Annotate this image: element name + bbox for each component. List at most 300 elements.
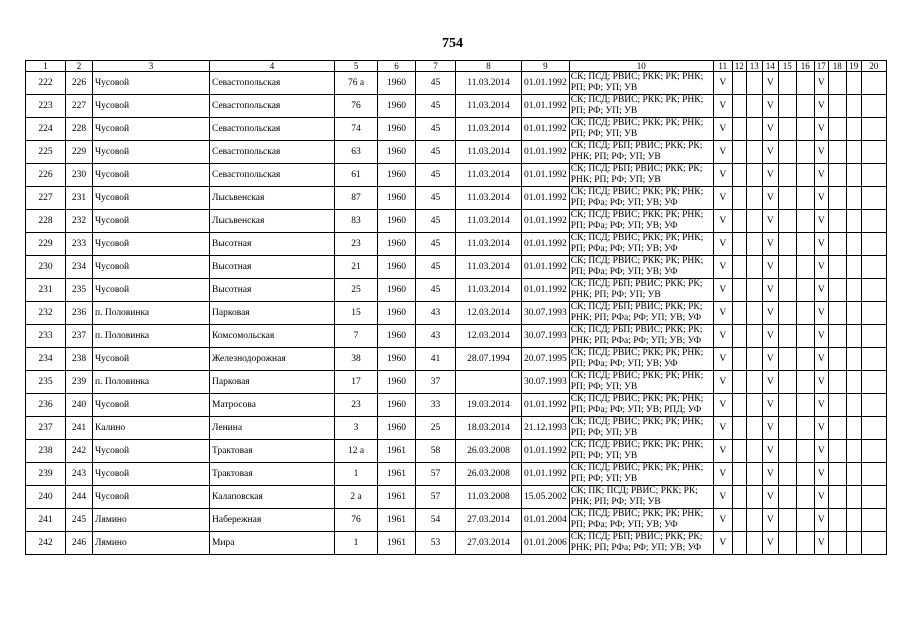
cell-col-18 [828,141,846,164]
cell-col-4: Лысьвенская [210,210,335,233]
cell-col-8: 11.03.2014 [456,141,522,164]
table-row [26,463,887,486]
cell-col-20 [861,187,886,210]
cell-col-17: V [814,164,828,187]
cell-col-3: Лямино [93,532,210,555]
cell-col-1: 236 [26,394,66,417]
cell-col-13 [746,233,762,256]
cell-col-2: 229 [66,141,93,164]
cell-col-20 [861,118,886,141]
column-header-13: 13 [746,61,762,72]
cell-col-11: V [713,95,732,118]
cell-col-9: 01.01.2006 [522,532,570,555]
cell-col-16 [796,371,814,394]
cell-col-2: 231 [66,187,93,210]
cell-col-2: 239 [66,371,93,394]
cell-col-1: 231 [26,279,66,302]
cell-col-10: СК; ПСД; РВИС; РКК; РК; РНК; РП; РФа; РФ; УП; УВ; УФ [569,210,713,233]
cell-col-4: Высотная [210,256,335,279]
column-header-10: 10 [569,61,713,72]
cell-col-16 [796,187,814,210]
cell-col-17: V [814,118,828,141]
cell-col-15 [778,417,796,440]
table-row [26,532,887,555]
cell-col-5: 38 [335,348,378,371]
cell-col-3: Чусовой [93,256,210,279]
cell-col-13 [746,532,762,555]
cell-col-13 [746,440,762,463]
cell-col-13 [746,164,762,187]
cell-col-16 [796,325,814,348]
cell-col-7: 33 [416,394,456,417]
cell-col-9: 01.01.1992 [522,141,570,164]
cell-col-18 [828,463,846,486]
cell-col-12 [732,325,746,348]
cell-col-15 [778,509,796,532]
cell-col-2: 230 [66,164,93,187]
cell-col-18 [828,187,846,210]
cell-col-15 [778,279,796,302]
cell-col-10: СК; ПСД; РВИС; РКК; РК; РНК; РП; РФ; УП; УВ [569,118,713,141]
column-header-2: 2 [66,61,93,72]
cell-col-12 [732,440,746,463]
cell-col-11: V [713,348,732,371]
cell-col-8 [456,371,522,394]
cell-col-12 [732,348,746,371]
cell-col-12 [732,486,746,509]
cell-col-4: Комсомольская [210,325,335,348]
cell-col-2: 241 [66,417,93,440]
table-row [26,325,887,348]
cell-col-7: 45 [416,279,456,302]
cell-col-11: V [713,486,732,509]
cell-col-11: V [713,279,732,302]
cell-col-5: 87 [335,187,378,210]
cell-col-8: 26.03.2008 [456,463,522,486]
cell-col-10: СК; ПСД; РВИС; РКК; РК; РНК; РП; РФа; РФ; УП; УВ; РПД; УФ [569,394,713,417]
cell-col-17: V [814,463,828,486]
cell-col-4: Железнодорожная [210,348,335,371]
cell-col-17: V [814,348,828,371]
cell-col-3: п. Половинка [93,325,210,348]
cell-col-19 [846,141,861,164]
cell-col-15 [778,371,796,394]
cell-col-7: 45 [416,256,456,279]
cell-col-20 [861,417,886,440]
cell-col-17: V [814,279,828,302]
cell-col-11: V [713,463,732,486]
cell-col-7: 53 [416,532,456,555]
cell-col-7: 45 [416,141,456,164]
cell-col-2: 227 [66,95,93,118]
cell-col-6: 1961 [378,463,416,486]
cell-col-18 [828,532,846,555]
cell-col-13 [746,302,762,325]
cell-col-19 [846,440,861,463]
cell-col-10: СК; ПСД; РБП; РВИС; РКК; РК; РНК; РП; РФ; УП; УВ [569,164,713,187]
cell-col-16 [796,348,814,371]
cell-col-1: 239 [26,463,66,486]
cell-col-15 [778,233,796,256]
cell-col-17: V [814,532,828,555]
cell-col-3: Чусовой [93,164,210,187]
cell-col-11: V [713,417,732,440]
cell-col-13 [746,325,762,348]
cell-col-1: 224 [26,118,66,141]
cell-col-11: V [713,164,732,187]
cell-col-16 [796,233,814,256]
cell-col-17: V [814,302,828,325]
column-header-6: 6 [378,61,416,72]
cell-col-10: СК; ПСД; РВИС; РКК; РК; РНК; РП; РФа; РФ; УП; УВ; УФ [569,256,713,279]
cell-col-20 [861,302,886,325]
cell-col-16 [796,463,814,486]
cell-col-16 [796,210,814,233]
cell-col-4: Калаповская [210,486,335,509]
cell-col-8: 11.03.2014 [456,279,522,302]
cell-col-2: 233 [66,233,93,256]
cell-col-11: V [713,440,732,463]
cell-col-8: 11.03.2014 [456,164,522,187]
cell-col-2: 237 [66,325,93,348]
cell-col-6: 1960 [378,394,416,417]
cell-col-5: 76 [335,95,378,118]
column-header-5: 5 [335,61,378,72]
column-header-12: 12 [732,61,746,72]
cell-col-20 [861,72,886,95]
cell-col-12 [732,394,746,417]
cell-col-16 [796,486,814,509]
cell-col-8: 11.03.2014 [456,256,522,279]
cell-col-15 [778,325,796,348]
cell-col-18 [828,325,846,348]
cell-col-8: 27.03.2014 [456,532,522,555]
table-row [26,233,887,256]
cell-col-5: 23 [335,394,378,417]
cell-col-15 [778,164,796,187]
cell-col-9: 30.07.1993 [522,325,570,348]
cell-col-3: п. Половинка [93,371,210,394]
cell-col-3: Лямино [93,509,210,532]
cell-col-8: 11.03.2014 [456,233,522,256]
cell-col-14: V [762,417,778,440]
cell-col-14: V [762,141,778,164]
cell-col-2: 226 [66,72,93,95]
cell-col-6: 1961 [378,509,416,532]
cell-col-14: V [762,440,778,463]
cell-col-17: V [814,371,828,394]
cell-col-6: 1961 [378,440,416,463]
cell-col-5: 12 а [335,440,378,463]
cell-col-15 [778,187,796,210]
cell-col-9: 15.05.2002 [522,486,570,509]
table-row [26,210,887,233]
cell-col-13 [746,394,762,417]
cell-col-3: Чусовой [93,187,210,210]
cell-col-7: 45 [416,233,456,256]
cell-col-17: V [814,210,828,233]
cell-col-16 [796,394,814,417]
cell-col-13 [746,509,762,532]
cell-col-12 [732,279,746,302]
cell-col-2: 236 [66,302,93,325]
table-row [26,417,887,440]
table-row [26,118,887,141]
cell-col-15 [778,348,796,371]
cell-col-10: СК; ПСД; РВИС; РКК; РК; РНК; РП; РФ; УП; УВ [569,417,713,440]
cell-col-1: 225 [26,141,66,164]
cell-col-17: V [814,72,828,95]
cell-col-19 [846,164,861,187]
cell-col-18 [828,210,846,233]
table-row [26,256,887,279]
cell-col-2: 234 [66,256,93,279]
cell-col-14: V [762,279,778,302]
cell-col-2: 246 [66,532,93,555]
cell-col-5: 83 [335,210,378,233]
cell-col-10: СК; ПСД; РБП; РВИС; РКК; РК; РНК; РП; РФ; УП; УВ [569,141,713,164]
cell-col-19 [846,72,861,95]
cell-col-20 [861,256,886,279]
cell-col-20 [861,371,886,394]
cell-col-5: 61 [335,164,378,187]
cell-col-5: 1 [335,463,378,486]
table-row [26,164,887,187]
cell-col-18 [828,72,846,95]
cell-col-14: V [762,72,778,95]
cell-col-18 [828,233,846,256]
cell-col-19 [846,256,861,279]
cell-col-19 [846,371,861,394]
cell-col-14: V [762,187,778,210]
cell-col-15 [778,532,796,555]
cell-col-1: 229 [26,233,66,256]
cell-col-17: V [814,187,828,210]
cell-col-14: V [762,325,778,348]
cell-col-4: Севастопольская [210,141,335,164]
cell-col-10: СК; ПСД; РБП; РВИС; РКК; РК; РНК; РП; РФа; РФ; УП; УВ; УФ [569,325,713,348]
table-row [26,348,887,371]
cell-col-19 [846,233,861,256]
cell-col-14: V [762,348,778,371]
cell-col-12 [732,509,746,532]
cell-col-13 [746,279,762,302]
cell-col-13 [746,210,762,233]
cell-col-4: Высотная [210,233,335,256]
column-header-8: 8 [456,61,522,72]
column-header-18: 18 [828,61,846,72]
column-header-17: 17 [814,61,828,72]
cell-col-14: V [762,371,778,394]
cell-col-1: 223 [26,95,66,118]
cell-col-1: 227 [26,187,66,210]
cell-col-9: 01.01.1992 [522,394,570,417]
cell-col-1: 222 [26,72,66,95]
cell-col-7: 54 [416,509,456,532]
cell-col-19 [846,486,861,509]
cell-col-14: V [762,256,778,279]
cell-col-8: 11.03.2008 [456,486,522,509]
cell-col-5: 74 [335,118,378,141]
cell-col-10: СК; ПСД; РВИС; РКК; РК; РНК; РП; РФ; УП; УВ [569,371,713,394]
cell-col-19 [846,325,861,348]
cell-col-1: 228 [26,210,66,233]
cell-col-10: СК; ПСД; РВИС; РКК; РК; РНК; РП; РФ; УП; УВ [569,95,713,118]
cell-col-20 [861,141,886,164]
cell-col-17: V [814,233,828,256]
cell-col-12 [732,141,746,164]
cell-col-16 [796,279,814,302]
cell-col-15 [778,210,796,233]
cell-col-14: V [762,233,778,256]
column-header-9: 9 [522,61,570,72]
cell-col-12 [732,417,746,440]
cell-col-14: V [762,302,778,325]
cell-col-4: Севастопольская [210,95,335,118]
cell-col-4: Трактовая [210,440,335,463]
column-header-19: 19 [846,61,861,72]
cell-col-4: Парковая [210,302,335,325]
cell-col-1: 240 [26,486,66,509]
cell-col-19 [846,95,861,118]
cell-col-9: 30.07.1993 [522,302,570,325]
cell-col-12 [732,371,746,394]
cell-col-13 [746,371,762,394]
cell-col-2: 243 [66,463,93,486]
column-header-4: 4 [210,61,335,72]
table-row [26,95,887,118]
cell-col-20 [861,440,886,463]
cell-col-12 [732,233,746,256]
cell-col-17: V [814,440,828,463]
cell-col-6: 1960 [378,417,416,440]
cell-col-17: V [814,486,828,509]
cell-col-9: 01.01.1992 [522,95,570,118]
cell-col-19 [846,532,861,555]
cell-col-16 [796,141,814,164]
cell-col-6: 1960 [378,210,416,233]
cell-col-16 [796,440,814,463]
cell-col-1: 235 [26,371,66,394]
cell-col-12 [732,463,746,486]
cell-col-4: Высотная [210,279,335,302]
cell-col-3: Чусовой [93,233,210,256]
table-row [26,440,887,463]
cell-col-7: 25 [416,417,456,440]
cell-col-6: 1960 [378,302,416,325]
cell-col-15 [778,440,796,463]
cell-col-1: 230 [26,256,66,279]
cell-col-7: 45 [416,210,456,233]
cell-col-12 [732,532,746,555]
cell-col-9: 01.01.1992 [522,72,570,95]
cell-col-11: V [713,371,732,394]
cell-col-12 [732,72,746,95]
cell-col-4: Парковая [210,371,335,394]
cell-col-16 [796,164,814,187]
cell-col-15 [778,118,796,141]
cell-col-2: 235 [66,279,93,302]
cell-col-11: V [713,394,732,417]
cell-col-7: 57 [416,463,456,486]
cell-col-4: Севастопольская [210,118,335,141]
cell-col-9: 20.07.1995 [522,348,570,371]
cell-col-12 [732,95,746,118]
cell-col-14: V [762,509,778,532]
cell-col-9: 21.12.1993 [522,417,570,440]
cell-col-11: V [713,72,732,95]
cell-col-18 [828,95,846,118]
cell-col-1: 238 [26,440,66,463]
cell-col-18 [828,302,846,325]
cell-col-8: 12.03.2014 [456,302,522,325]
cell-col-12 [732,164,746,187]
column-header-20: 20 [861,61,886,72]
cell-col-13 [746,463,762,486]
cell-col-20 [861,279,886,302]
cell-col-6: 1960 [378,118,416,141]
cell-col-15 [778,486,796,509]
cell-col-5: 25 [335,279,378,302]
table-row [26,486,887,509]
cell-col-15 [778,256,796,279]
cell-col-5: 3 [335,417,378,440]
cell-col-4: Мира [210,532,335,555]
cell-col-14: V [762,532,778,555]
column-header-7: 7 [416,61,456,72]
cell-col-2: 245 [66,509,93,532]
cell-col-20 [861,164,886,187]
cell-col-9: 01.01.1992 [522,463,570,486]
cell-col-18 [828,417,846,440]
cell-col-2: 238 [66,348,93,371]
table-row [26,72,887,95]
cell-col-8: 28.07.1994 [456,348,522,371]
cell-col-3: Чусовой [93,348,210,371]
cell-col-3: Чусовой [93,141,210,164]
cell-col-15 [778,463,796,486]
cell-col-1: 234 [26,348,66,371]
cell-col-18 [828,371,846,394]
cell-col-9: 01.01.1992 [522,210,570,233]
cell-col-9: 01.01.1992 [522,164,570,187]
cell-col-6: 1960 [378,72,416,95]
column-header-11: 11 [713,61,732,72]
cell-col-13 [746,95,762,118]
cell-col-11: V [713,532,732,555]
cell-col-5: 15 [335,302,378,325]
cell-col-11: V [713,325,732,348]
cell-col-6: 1961 [378,532,416,555]
table-row [26,371,887,394]
table-row [26,279,887,302]
cell-col-19 [846,210,861,233]
cell-col-6: 1960 [378,187,416,210]
cell-col-13 [746,486,762,509]
cell-col-14: V [762,394,778,417]
cell-col-15 [778,95,796,118]
cell-col-9: 30.07.1993 [522,371,570,394]
cell-col-16 [796,302,814,325]
cell-col-18 [828,256,846,279]
cell-col-1: 237 [26,417,66,440]
cell-col-17: V [814,141,828,164]
cell-col-5: 1 [335,532,378,555]
cell-col-17: V [814,394,828,417]
cell-col-11: V [713,187,732,210]
cell-col-8: 11.03.2014 [456,118,522,141]
cell-col-19 [846,118,861,141]
